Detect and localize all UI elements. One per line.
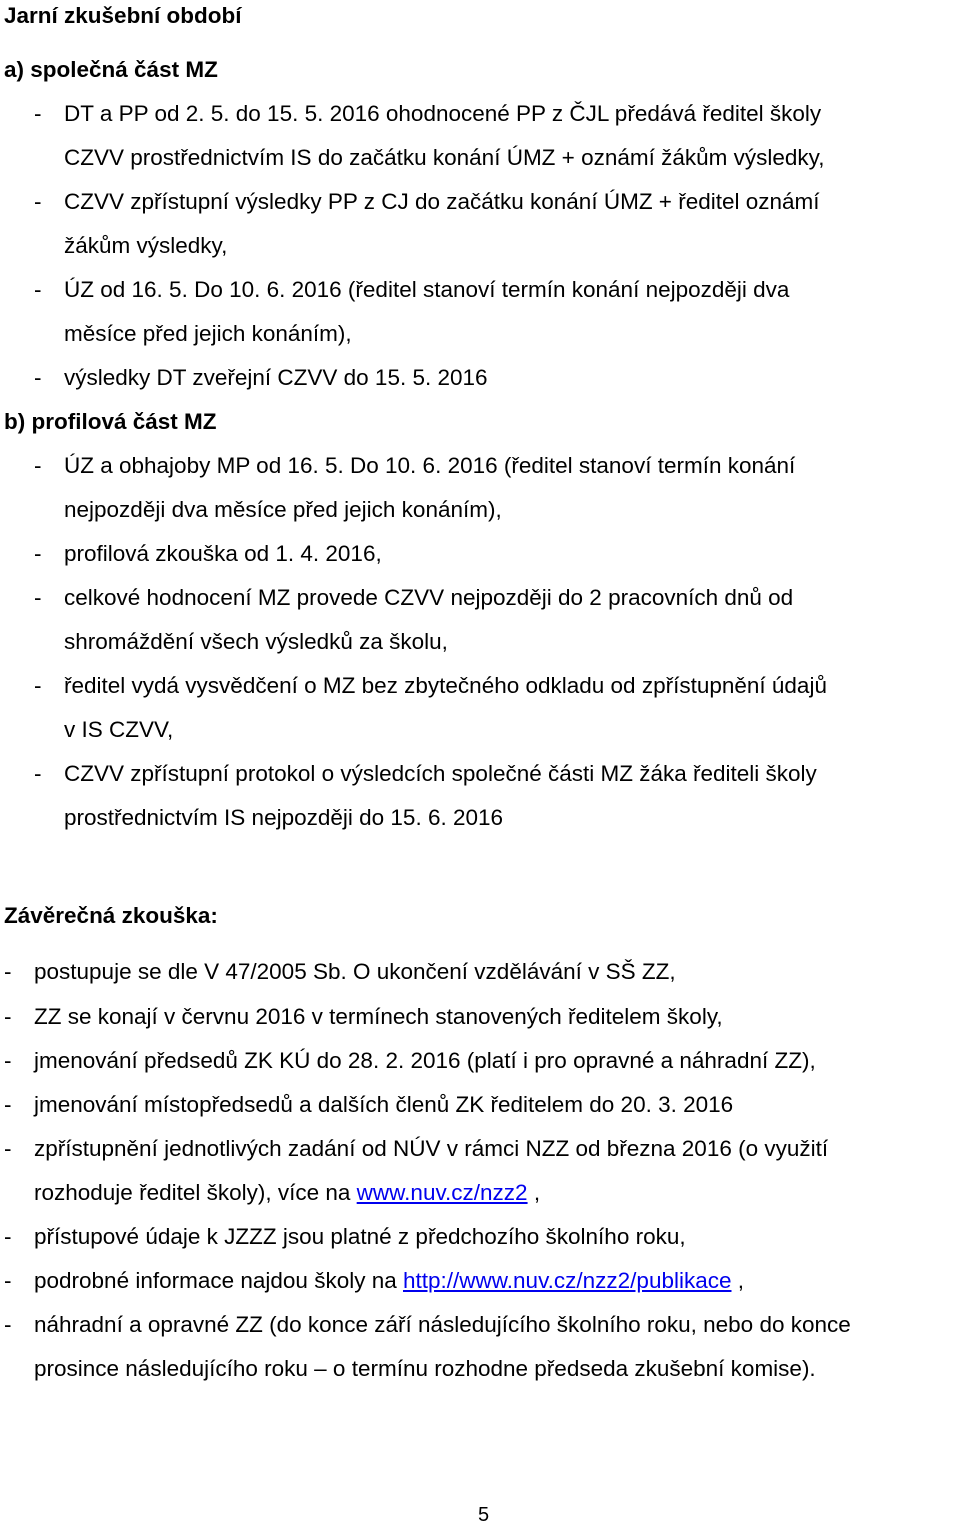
bullet-dash: -: [34, 277, 42, 302]
bullet-dash: -: [4, 1092, 12, 1117]
section-b-line-6: ředitel vydá vysvědčení o MZ bez zbytečného odkladu od zpřístupnění údajů: [64, 673, 827, 698]
link-2-text-before: podrobné informace najdou školy na: [34, 1268, 403, 1293]
link-1-text-after: ,: [527, 1180, 541, 1205]
bullet-dash: -: [34, 673, 42, 698]
nuv-nzz2-link[interactable]: www.nuv.cz/nzz2: [356, 1180, 528, 1205]
section-b-line-2: nejpozději dva měsíce před jejich konáním),: [64, 497, 502, 522]
section-b-line-8: CZVV zpřístupní protokol o výsledcích společné části MZ žáka řediteli školy: [64, 761, 817, 786]
section-b-line-1: ÚZ a obhajoby MP od 16. 5. Do 10. 6. 2016 (ředitel stanoví termín konání: [64, 453, 796, 478]
section-final-line-4: jmenování místopředsedů a dalších členů ZK ředitelem do 20. 3. 2016: [34, 1092, 734, 1117]
section-final-line-7: náhradní a opravné ZZ (do konce září následujícího školního roku, nebo do konce: [34, 1312, 851, 1337]
bullet-dash: -: [4, 1312, 12, 1337]
section-a-line-2: CZVV prostřednictvím IS do začátku konání ÚMZ + oznámí žákům výsledky,: [64, 145, 825, 170]
section-a-line-5: ÚZ od 16. 5. Do 10. 6. 2016 (ředitel stanoví termín konání nejpozději dva: [64, 277, 790, 302]
section-final-line-6: přístupové údaje k JZZZ jsou platné z předchozího školního roku,: [34, 1224, 686, 1249]
section-a-title: a) společná část MZ: [4, 57, 218, 82]
bullet-dash: -: [34, 101, 42, 126]
section-final-line-8: prosince následujícího roku – o termínu rozhodne předseda zkušební komise).: [34, 1356, 816, 1381]
bullet-dash: -: [34, 761, 42, 786]
bullet-dash: -: [4, 1224, 12, 1249]
bullet-dash: -: [34, 365, 42, 390]
section-b-line-9: prostřednictvím IS nejpozději do 15. 6. 2016: [64, 805, 504, 830]
bullet-dash: -: [34, 585, 42, 610]
section-a-line-6: měsíce před jejich konáním),: [64, 321, 352, 346]
section-b-title: b) profilová část MZ: [4, 409, 217, 434]
section-a-line-1: DT a PP od 2. 5. do 15. 5. 2016 ohodnocené PP z ČJL předává ředitel školy: [64, 101, 822, 126]
section-b-line-7: v IS CZVV,: [64, 717, 174, 742]
page-number: 5: [478, 1504, 490, 1526]
link-1-text-before: rozhoduje ředitel školy), více na: [34, 1180, 357, 1205]
section-final-line-link-1: [34, 1182, 540, 1205]
bullet-dash: -: [34, 189, 42, 214]
link-2-text-after: ,: [731, 1268, 745, 1293]
bullet-dash: -: [34, 541, 42, 566]
section-a-line-7: výsledky DT zveřejní CZVV do 15. 5. 2016: [64, 365, 488, 390]
section-final-line-link-2: [34, 1270, 744, 1293]
section-b-line-5: shromáždění všech výsledků za školu,: [64, 629, 448, 654]
bullet-dash: -: [34, 453, 42, 478]
nuv-publikace-link[interactable]: http://www.nuv.cz/nzz2/publikace: [403, 1268, 732, 1293]
bullet-dash: -: [4, 1136, 12, 1161]
section-final-line-2: ZZ se konají v červnu 2016 v termínech stanovených ředitelem školy,: [34, 1004, 723, 1029]
section-b-line-3: profilová zkouška od 1. 4. 2016,: [64, 541, 382, 566]
section-final-line-3: jmenování předsedů ZK KÚ do 28. 2. 2016 (platí i pro opravné a náhradní ZZ),: [34, 1048, 816, 1073]
bullet-dash: -: [4, 1268, 12, 1293]
section-a-line-3: CZVV zpřístupní výsledky PP z CJ do začátku konání ÚMZ + ředitel oznámí: [64, 189, 820, 214]
section-final-title: Závěrečná zkouška:: [4, 903, 218, 928]
bullet-dash: -: [4, 959, 12, 984]
section-b-line-4: celkové hodnocení MZ provede CZVV nejpozději do 2 pracovních dnů od: [64, 585, 794, 610]
bullet-dash: -: [4, 1048, 12, 1073]
section-final-line-1: postupuje se dle V 47/2005 Sb. O ukončení vzdělávání v SŠ ZZ,: [34, 959, 676, 984]
bullet-dash: -: [4, 1004, 12, 1029]
section-final-line-5: zpřístupnění jednotlivých zadání od NÚV v rámci NZZ od března 2016 (o využití: [34, 1136, 829, 1161]
heading-spring-period: Jarní zkušební období: [4, 3, 242, 28]
section-a-line-4: žákům výsledky,: [64, 233, 228, 258]
